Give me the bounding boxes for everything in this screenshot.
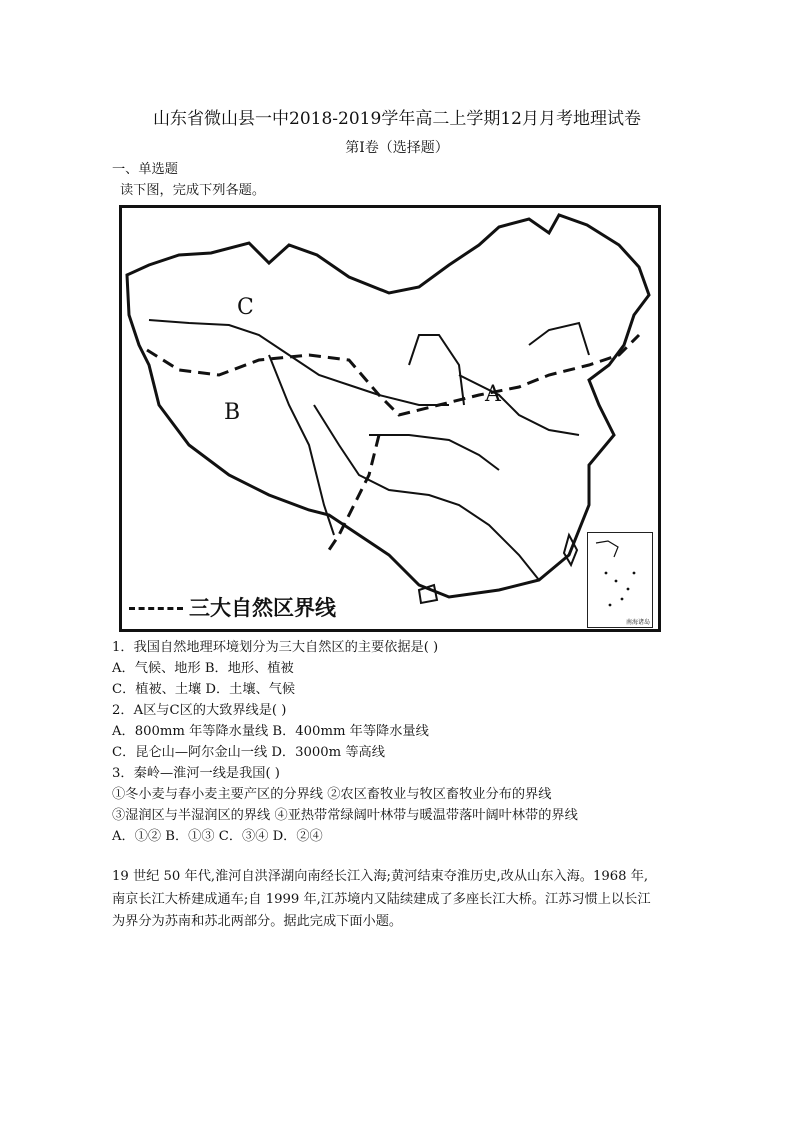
passage-line: 19 世纪 50 年代,淮河自洪泽湖向南经长江入海;黄河结束夺淮历史,改从山东入海。1968 年, [112,869,649,884]
map-legend: 三大自然区界线 [189,596,336,620]
south-sea-inset [587,532,653,628]
passage-line: 南京长江大桥建成通车;自 1999 年,江苏境内又陆续建成了多座长江大桥。江苏习惯上以长江 [112,891,651,907]
question-3-choices: A．①② B．①③ C．③④ D．②④ [112,829,323,844]
map-drawing [119,205,661,632]
legend-dash-icon [129,607,183,610]
region-label-c: C [237,295,254,320]
section-heading: 一、单选题 [112,162,178,177]
section-intro: 读下图，完成下列各题。 [120,183,266,198]
question-1-stem: 1．我国自然地理环境划分为三大自然区的主要依据是( ) [112,640,439,655]
question-3-statements-12: ①冬小麦与春小麦主要产区的分界线 ②农区畜牧业与牧区畜牧业分布的界线 [112,787,552,802]
inset-drawing [588,533,652,627]
inset-label: 南海诸岛 [625,619,650,626]
question-3-statements-34: ③湿润区与半湿润区的界线 ④亚热带常绿阔叶林带与暖温带落叶阔叶林带的界线 [112,808,578,823]
china-map [119,205,661,632]
question-1-options-ab: A．气候、地形 B．地形、植被 [112,661,294,676]
page-subtitle: 第Ⅰ卷（选择题） [345,140,449,156]
region-label-a: A [485,382,501,407]
passage-line: 为界分为苏南和苏北两部分。据此完成下面小题。 [112,914,403,929]
question-3-stem: 3．秦岭—淮河一线是我国( ) [112,766,280,781]
passage [112,866,686,934]
question-2-options-ab: A．800mm 年等降水量线 B．400mm 年等降水量线 [112,724,429,739]
region-label-b: B [224,400,241,425]
question-1-options-cd: C．植被、土壤 D．土壤、气候 [112,682,296,697]
question-2-options-cd: C．昆仑山—阿尔金山一线 D．3000m 等高线 [112,745,385,760]
page-title: 山东省微山县一中2018-2019学年高二上学期12月月考地理试卷 [153,109,641,129]
question-2-stem: 2．A区与C区的大致界线是( ) [112,703,287,718]
